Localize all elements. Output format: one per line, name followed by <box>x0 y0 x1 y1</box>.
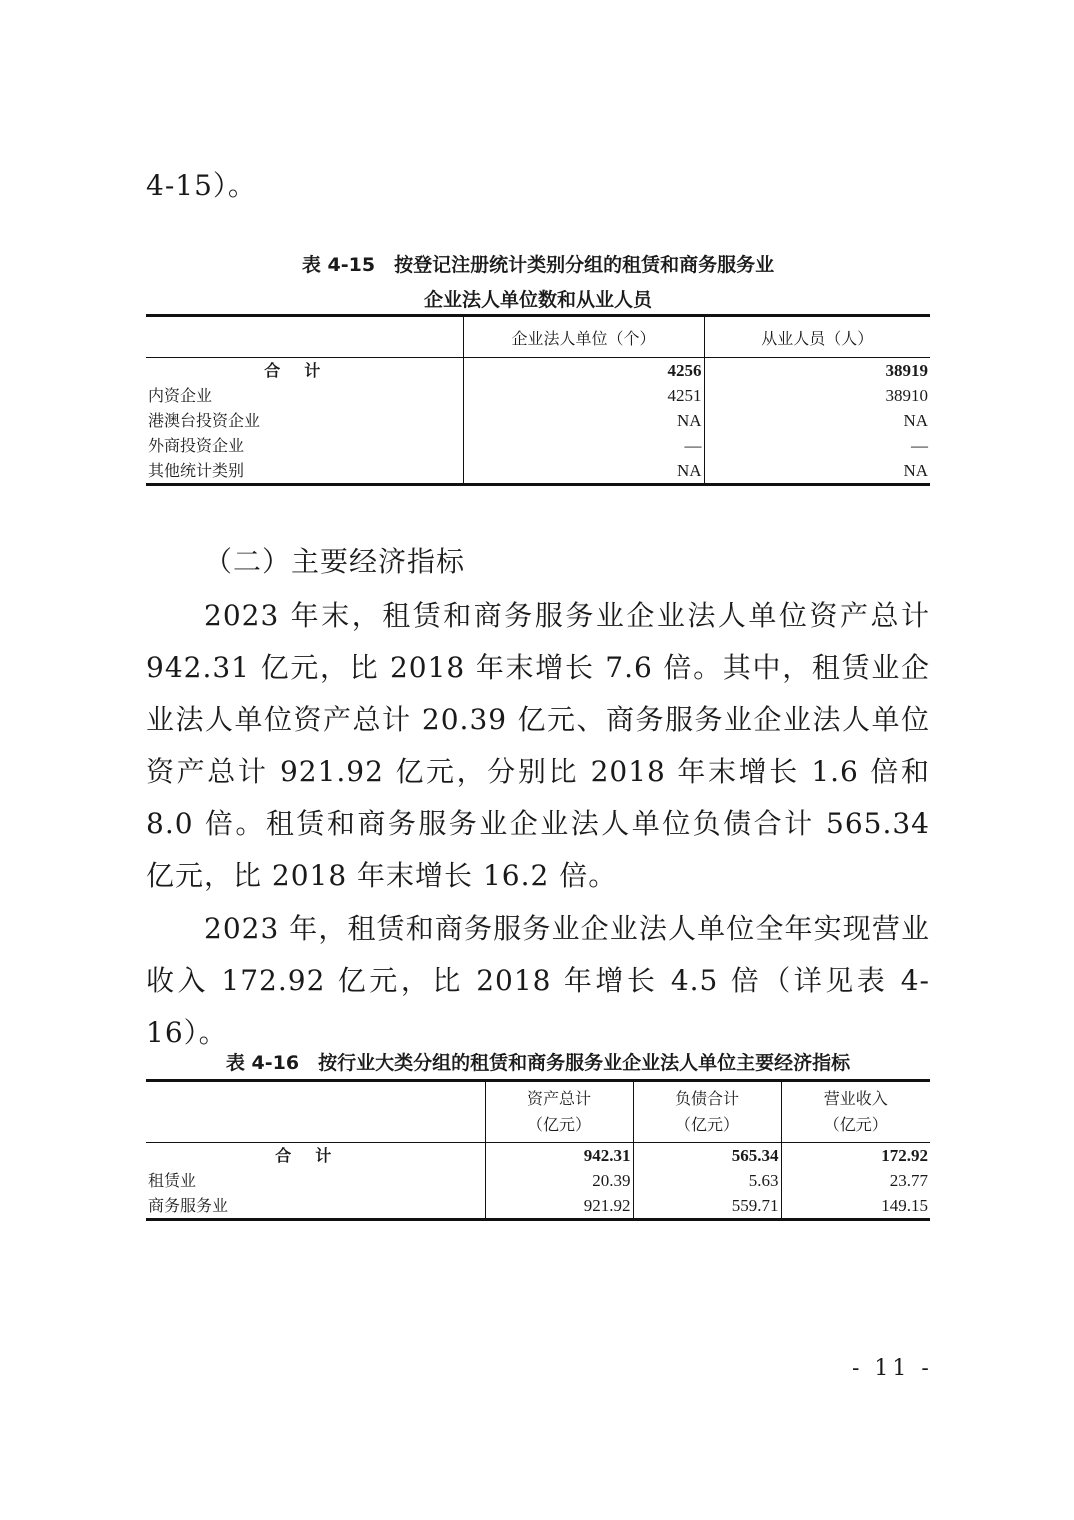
cell-value: 38919 <box>704 358 930 384</box>
cell-value: 559.71 <box>633 1193 781 1220</box>
table-row <box>146 1168 930 1193</box>
row-label: 其他统计类别 <box>148 461 245 480</box>
table-row <box>146 458 930 485</box>
cell-value: 942.31 <box>485 1143 633 1169</box>
header-blank <box>146 1081 485 1143</box>
body-paragraph-1: 2023 年末，租赁和商务服务业企业法人单位资产总计 942.31 亿元，比 2018 年末增长 7.6 倍。其中，租赁业企业法人单位资产总计 20.39 亿元、商务服务业企业法人单位资产总计 921.92 亿元，分别比 2018 年末增长 1.6 倍和 8.0 倍。租赁和商务服务业企业法人单位负债合计 565.34 亿元，比 2018 年末增长 16.2 倍。 <box>146 599 930 892</box>
header-liabilities-name: 负债合计 <box>674 1089 739 1108</box>
header-liabilities-unit: （亿元） <box>674 1115 739 1134</box>
row-label: 港澳台投资企业 <box>148 411 261 430</box>
cell-value: NA <box>463 458 704 485</box>
cell-value: 4251 <box>463 383 704 408</box>
row-label: 合计 <box>275 1146 356 1165</box>
table-4-15 <box>146 314 930 486</box>
header-assets <box>485 1081 633 1143</box>
page-number: - 11 - <box>852 1356 933 1381</box>
cell-value: 20.39 <box>485 1168 633 1193</box>
table-row <box>146 383 930 408</box>
table-header-row <box>146 316 930 358</box>
cell-value: 38910 <box>704 383 930 408</box>
row-label: 商务服务业 <box>148 1196 229 1215</box>
row-label: 租赁业 <box>148 1171 197 1190</box>
header-blank <box>146 316 463 358</box>
header-revenue-unit: （亿元） <box>823 1115 888 1134</box>
table-4-15-caption-line1: 表 4-15 按登记注册统计类别分组的租赁和商务服务业 <box>301 254 775 276</box>
row-label: 合计 <box>264 361 345 380</box>
table-4-16-caption: 表 4-16 按行业大类分组的租赁和商务服务业企业法人单位主要经济指标 <box>225 1052 851 1074</box>
cell-value: NA <box>704 408 930 433</box>
table-row <box>146 358 930 384</box>
cell-value: 565.34 <box>633 1143 781 1169</box>
section-heading: （二）主要经济指标 <box>204 545 466 578</box>
header-revenue <box>781 1081 930 1143</box>
header-units: 企业法人单位（个） <box>463 316 704 358</box>
header-assets-name: 资产总计 <box>526 1089 591 1108</box>
header-revenue-name: 营业收入 <box>823 1089 888 1108</box>
cell-value: 149.15 <box>781 1193 930 1220</box>
table-row <box>146 408 930 433</box>
cell-value: — <box>704 433 930 458</box>
cell-value: 4256 <box>463 358 704 384</box>
cell-value: NA <box>463 408 704 433</box>
table-4-16 <box>146 1079 930 1221</box>
row-label: 外商投资企业 <box>148 436 245 455</box>
table-row <box>146 1143 930 1169</box>
row-label: 内资企业 <box>148 386 213 405</box>
table-row <box>146 433 930 458</box>
cell-value: — <box>463 433 704 458</box>
table-header-row <box>146 1081 930 1143</box>
cell-value: 23.77 <box>781 1168 930 1193</box>
table-row <box>146 1193 930 1220</box>
header-assets-unit: （亿元） <box>526 1115 591 1134</box>
cell-value: 172.92 <box>781 1143 930 1169</box>
intro-fragment: 4-15）。 <box>146 169 257 202</box>
header-liabilities <box>633 1081 781 1143</box>
cell-value: 5.63 <box>633 1168 781 1193</box>
header-employees: 从业人员（人） <box>704 316 930 358</box>
table-4-15-caption-line2: 企业法人单位数和从业人员 <box>423 289 652 311</box>
body-paragraph-2: 2023 年，租赁和商务服务业企业法人单位全年实现营业收入 172.92 亿元，比 2018 年增长 4.5 倍（详见表 4-16）。 <box>146 912 930 1049</box>
cell-value: NA <box>704 458 930 485</box>
cell-value: 921.92 <box>485 1193 633 1220</box>
